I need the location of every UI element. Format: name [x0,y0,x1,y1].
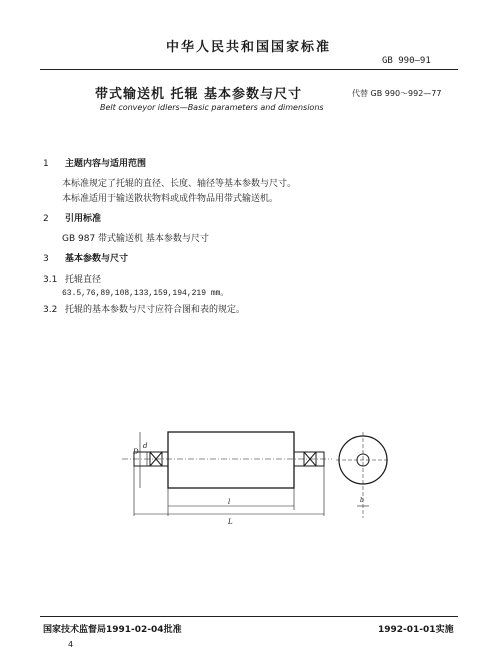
replaces-note: 代替 GB 990～992—77 [352,89,442,98]
label-L: L [228,518,233,526]
approval-line: 国家技术监督局1991-02-04批准 [43,625,182,635]
standard-number: GB 990—91 [382,56,431,66]
clause-text: 托辊的基本参数与尺寸应符合图和表的规定。 [65,305,246,315]
clause-title: 托辊直径 [65,275,102,285]
section-1-heading [43,156,146,169]
label-d: d [143,442,148,450]
section-1-paragraph-2: 本标准适用于输送散状物料或成件物品用带式输送机。 [62,194,279,204]
section-number: 2 [43,214,49,224]
section-title: 引用标准 [65,214,102,224]
label-D: D [133,448,139,456]
section-title: 主题内容与适用范围 [65,159,147,169]
roller-body [168,432,294,488]
section-number: 1 [43,159,49,169]
section-2-heading [43,211,101,224]
left-shaft [134,452,168,466]
footer-rule [40,616,458,617]
label-b: b [360,497,364,504]
section-title: 基本参数与尺寸 [65,254,129,264]
section-1-paragraph-1: 本标准规定了托辊的直径、长度、轴径等基本参数与尺寸。 [62,179,297,189]
clause-3-1-heading [43,272,101,285]
label-l: l [228,498,231,506]
national-standard-title: 中华人民共和国国家标准 [165,40,331,55]
header-rule [40,69,458,70]
clause-number: 3.1 [43,275,58,285]
effective-date: 1992-01-01实施 [378,625,454,635]
page-number: 4 [68,640,74,649]
english-title: Belt conveyor idlers—Basic parameters and dimensions [100,103,324,112]
section-3-heading [43,251,128,264]
idler-dimension-drawing [100,418,390,528]
document-title: 带式输送机 托辊 基本参数与尺寸 [95,87,303,102]
idler-diameter-values: 63.5,76,89,108,133,159,194,219 mm。 [62,289,229,298]
section-number: 3 [43,254,49,264]
clause-3-2 [43,302,245,315]
clause-number: 3.2 [43,305,58,315]
referenced-standard: GB 987 带式输送机 基本参数与尺寸 [62,234,209,244]
